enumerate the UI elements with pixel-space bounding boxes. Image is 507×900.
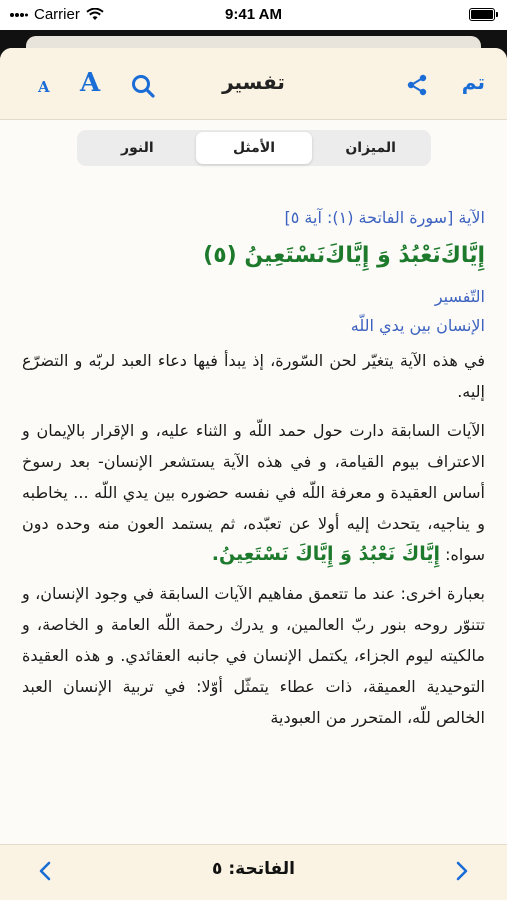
increase-font-button[interactable]: A	[80, 68, 101, 98]
chevron-right-icon[interactable]	[449, 859, 473, 883]
quran-verse: إِيَّاكَ‌نَعْبُدُ وَ إِيَّاكَ‌نَسْتَعِينُ (٥)	[203, 243, 485, 268]
verse-reference: الآية [سورة الفاتحة (١): آية ٥]	[284, 208, 485, 227]
surah-verse-label: الفاتحة: ٥	[212, 859, 295, 879]
inline-verse: إِيَّاكَ نَعْبُدُ وَ إِيَّاكَ نَسْتَعِينُ.	[211, 543, 441, 565]
page-title: تفسير	[222, 70, 285, 94]
paragraph-text: الآيات السابقة دارت حول حمد اللّه و الثناء عليه، و الإقرار بالإيمان و الاعتراف بيوم القيامة، و في هذه الآية يستشعر الإنسان- بعد رسوخ أساس العقيدة و معرفة اللّه في نفسه حضوره بين يدي اللّه ... يخاطبه و يناجيه، يتحدث إليه أولا عن تعبّده، ثم يستمد العون منه وحده دون سواه:	[22, 421, 485, 564]
tafsir-sheet	[0, 48, 507, 900]
tab-amthal[interactable]: الأمثل	[196, 132, 313, 164]
status-time: 9:41 AM	[225, 6, 282, 23]
tafsir-source-tabs	[77, 130, 431, 166]
nav-bar	[0, 48, 507, 120]
search-icon[interactable]	[130, 73, 156, 99]
done-button[interactable]: تم	[461, 70, 485, 94]
tafsir-content	[22, 208, 485, 741]
carrier-label: Carrier	[34, 6, 80, 23]
paragraph: بعبارة اخرى: عند ما تتعمق مفاهيم الآيات السابقة في وجود الإنسان، و تتنوّر روحه بنور ربّ العالمين، و يدرك رحمة اللّه العامة و الخاصة، و مالكيته ليوم الجزاء، يكتمل الإنسان في جانبه العقائدي. و هذه العقيدة التوحيدية العميقة، ذات عطاء يتمثّل أوّلا: في تربية الإنسان العبد الخالص للّه، المتحرر من العبودية	[22, 584, 485, 727]
section-heading: التّفسير	[434, 287, 485, 306]
paragraph: في هذه الآية يتغيّر لحن السّورة، إذ يبدأ فيها دعاء العبد لربّه و التضرّع إليه.	[22, 351, 485, 401]
bottom-bar	[0, 844, 507, 900]
paragraph	[22, 415, 485, 570]
battery-level	[471, 10, 493, 19]
tab-mizan[interactable]: الميزان	[345, 140, 396, 156]
section-subheading: الإنسان بين يدي اللّه	[350, 316, 485, 335]
tab-noor[interactable]: النور	[121, 140, 154, 156]
decrease-font-button[interactable]: A	[38, 78, 50, 96]
status-bar	[0, 0, 507, 30]
battery-icon	[469, 8, 495, 21]
